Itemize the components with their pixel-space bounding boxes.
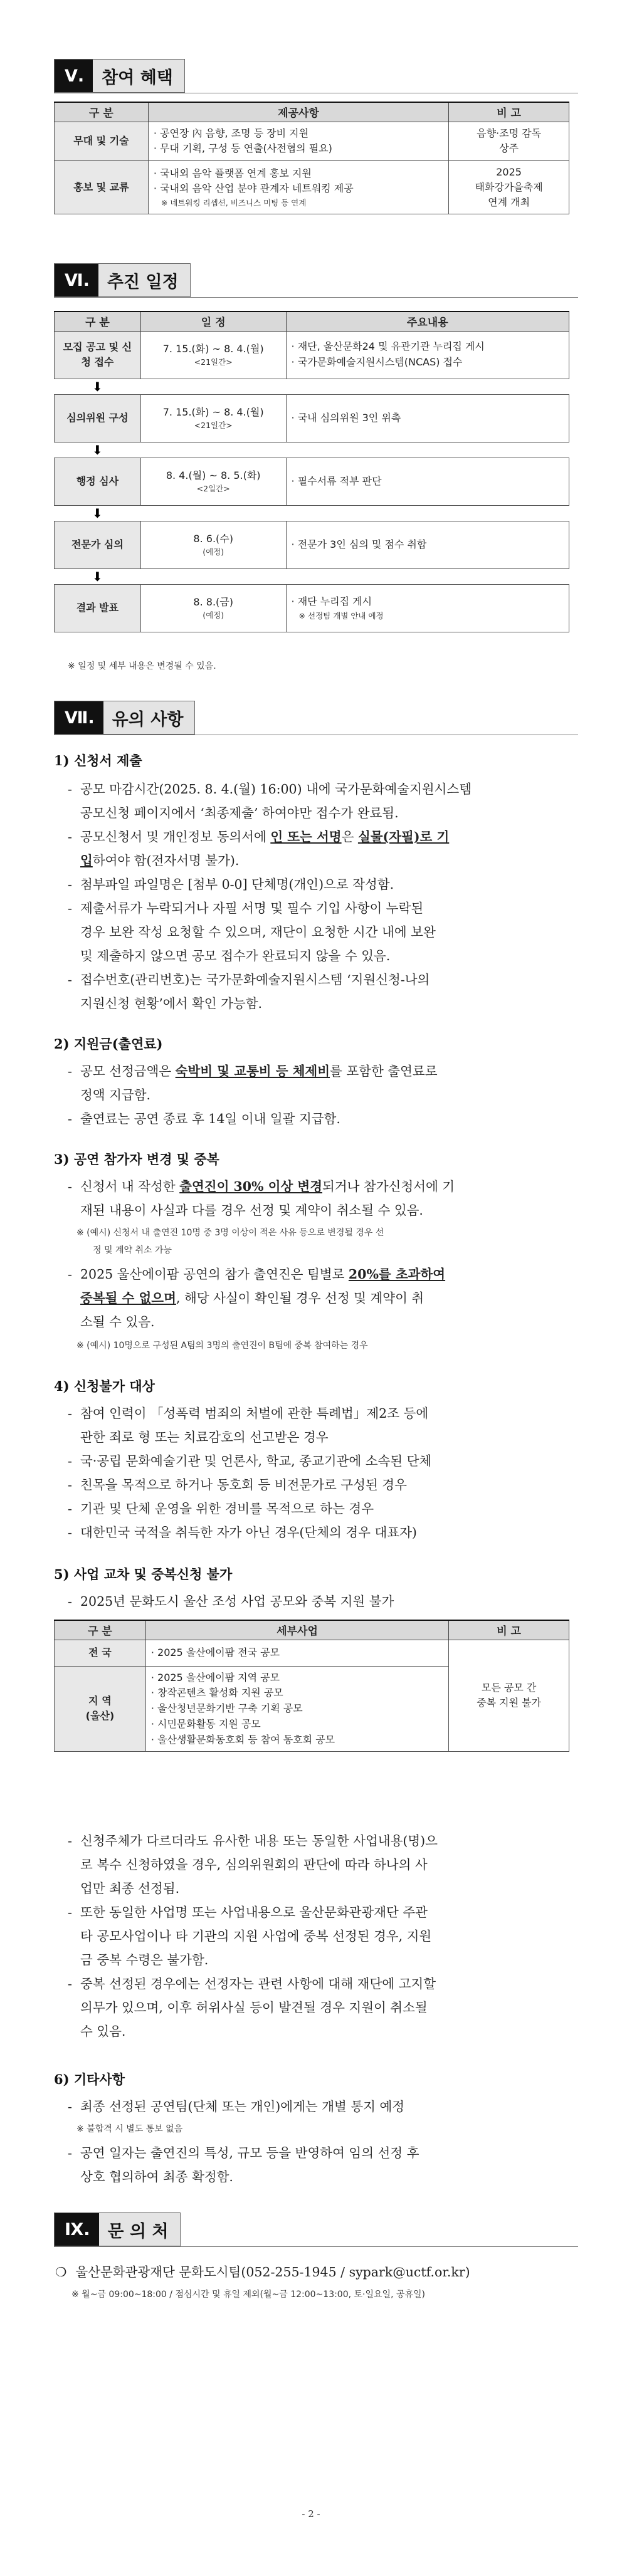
- circle-bullet-icon: ❍: [55, 2264, 67, 2280]
- notice-item: [68, 1829, 576, 1853]
- example-note: ※ 불합격 시 별도 통보 없음: [76, 2124, 183, 2134]
- notice-text: 로 복수 신청하였을 경우, 심의위원회의 판단에 따라 하나의 사: [80, 1857, 428, 1872]
- row-note: 음향·조명 감독: [477, 127, 542, 140]
- list-item: · 국내외 음악 산업 분야 관계자 네트워킹 제공: [153, 182, 354, 195]
- list-item: · 국가문화예술지원시스템(NCAS) 접수: [291, 356, 463, 368]
- notice-text: 의무가 있으며, 이후 허위사실 등이 발견될 경우 지원이 취소될: [80, 2000, 428, 2015]
- row-category: 모집 공고 및 신청 접수: [55, 331, 141, 379]
- notice-text: , 해당 사실이 확인될 경우 선정 및 계약이 취: [176, 1291, 424, 1306]
- arrow-down-icon: ⬇: [92, 505, 103, 521]
- table-row: [55, 161, 569, 214]
- dash-bullet: -: [68, 1064, 72, 1079]
- row-category: 전 국: [55, 1640, 146, 1666]
- dash-bullet: -: [68, 1453, 72, 1469]
- section-title: 참여 혜택: [93, 60, 184, 92]
- contact-line: [55, 2260, 576, 2284]
- notice-text: 공모신청 페이지에서 ‘최종제출’ 하여야만 접수가 완료됨.: [80, 805, 399, 820]
- list-item: · 무대 기획, 구성 등 연출(사전협의 필요): [153, 142, 332, 155]
- schedule-duration: <2일간>: [196, 483, 230, 493]
- notice-text: 대한민국 국적을 취득한 자가 아닌 경우(단체의 경우 대표자): [80, 1525, 417, 1540]
- emphasis-text: 인 또는 서명: [270, 829, 342, 844]
- notice-text: 되거나 참가신청서에 기: [322, 1179, 455, 1194]
- section-title: 유의 사항: [103, 701, 195, 734]
- section-number: Ⅸ.: [55, 2213, 99, 2246]
- row-note: 태화강가을축제: [475, 181, 543, 194]
- dash-bullet: -: [68, 1905, 72, 1920]
- section-9-heading: [54, 2212, 181, 2246]
- office-hours-note: ※ 월~금 09:00~18:00 / 점심시간 및 휴일 제외(월~금 12:00~13:00, 토·일요일, 공휴일): [71, 2290, 426, 2300]
- section-divider: [54, 297, 578, 298]
- row-note: 중복 지원 불가: [477, 1697, 542, 1709]
- notice-text: 금 중복 수령은 불가함.: [80, 1952, 209, 1967]
- subsection-title: 2) 지원금(출연료): [54, 1036, 163, 1052]
- dash-bullet: -: [68, 1594, 72, 1609]
- row-note: 상주: [499, 142, 519, 155]
- col-header: 구 분: [55, 1620, 146, 1640]
- col-header: 일 정: [140, 312, 286, 331]
- notice-item: [68, 1473, 576, 1497]
- section-title: 문 의 처: [99, 2213, 180, 2246]
- notice-text: 재된 내용이 사실과 다를 경우 선정 및 계약이 취소될 수 있음.: [80, 1203, 423, 1218]
- list-item: · 전문가 3인 심의 및 점수 취합: [291, 538, 427, 550]
- example-note: ※ (예시) 10명으로 구성된 A팀의 3명의 출연진이 B팀에 중복 참여하는 경우: [76, 1341, 368, 1351]
- notice-item: [68, 825, 576, 849]
- schedule-date: 7. 15.(화) ~ 8. 4.(월): [162, 342, 264, 355]
- table-row: [55, 1640, 569, 1666]
- notice-text: 기관 및 단체 운영을 위한 경비를 목적으로 하는 경우: [80, 1501, 374, 1516]
- arrow-down-icon: ⬇: [92, 379, 103, 394]
- section-7-heading: [54, 701, 195, 735]
- section-6-heading: [54, 263, 191, 297]
- col-header: 비 고: [449, 1620, 569, 1640]
- dash-bullet: -: [68, 972, 72, 987]
- row-category: 홍보 및 교류: [55, 161, 149, 214]
- list-item: · 재단 누리집 게시: [291, 595, 372, 607]
- list-item: · 필수서류 적부 판단: [291, 474, 382, 487]
- list-item: · 공연장 內 음향, 조명 등 장비 지원: [153, 127, 309, 139]
- emphasis-text: 출연진이 30% 이상 변경: [179, 1179, 323, 1194]
- dash-bullet: -: [68, 1501, 72, 1516]
- col-header: 구 분: [55, 312, 141, 331]
- notice-text: 공모 마감시간(2025. 8. 4.(월) 16:00) 내에 국가문화예술지원시스템: [80, 782, 472, 797]
- col-header: 세부사업: [145, 1620, 448, 1640]
- notice-text: 공모신청서 및 개인정보 동의서에: [80, 829, 271, 844]
- notice-item: [68, 1449, 576, 1473]
- table-row: [55, 584, 569, 632]
- subsection-title: 5) 사업 교차 및 중복신청 불가: [54, 1566, 233, 1582]
- notice-text: 국·공립 문화예술기관 및 언론사, 학교, 종교기관에 소속된 단체: [80, 1453, 432, 1469]
- subsection-title: 1) 신청서 제출: [54, 753, 142, 768]
- notice-text: 중복 선정된 경우에는 선정자는 관련 사항에 대해 재단에 고지할: [80, 1976, 436, 1991]
- row-category: 심의위원 구성: [55, 394, 141, 442]
- overlap-table: [54, 1620, 569, 1752]
- schedule-date: 8. 4.(월) ~ 8. 5.(화): [166, 469, 261, 481]
- col-header: 제공사항: [148, 102, 448, 122]
- notice-item: [80, 849, 576, 872]
- section-5-heading: [54, 59, 185, 93]
- table-row: [55, 394, 569, 442]
- list-item: ※ 네트워킹 리셉션, 비즈니스 미팅 등 연계: [161, 198, 307, 208]
- notice-text: 상호 협의하여 최종 확정함.: [80, 2169, 233, 2184]
- notice-text: 정액 지급함.: [80, 1087, 151, 1102]
- row-category: (울산): [85, 1710, 115, 1722]
- notice-item: [68, 1401, 576, 1425]
- notice-text: 하여야 함(전자서명 불가).: [92, 853, 240, 868]
- dash-bullet: -: [68, 782, 72, 797]
- list-item: · 2025 울산에이팜 지역 공모: [150, 1671, 280, 1683]
- notice-text: 지원신청 현황’에서 확인 가능함.: [80, 996, 263, 1011]
- notice-text: 접수번호(관리번호)는 국가문화예술지원시스템 ‘지원신청-나의: [80, 972, 430, 987]
- notice-item: [68, 2141, 576, 2165]
- notice-text: 관한 죄로 형 또는 치료감호의 선고받은 경우: [80, 1430, 329, 1445]
- section-title: 추진 일정: [98, 264, 190, 296]
- subsection-title: 3) 공연 참가자 변경 및 중복: [54, 1151, 219, 1167]
- schedule-duration: (예정): [203, 610, 224, 620]
- section-number: Ⅶ.: [55, 701, 103, 734]
- emphasis-text: 20%를 초과하여: [348, 1267, 446, 1282]
- dash-bullet: -: [68, 1406, 72, 1421]
- row-category: 지 역: [88, 1695, 112, 1707]
- section-number: Ⅵ.: [55, 264, 98, 296]
- dash-bullet: -: [68, 829, 72, 844]
- list-item: · 국내외 음악 플랫폼 연계 홍보 지원: [153, 167, 312, 179]
- table-row: [55, 521, 569, 568]
- row-category: 행정 심사: [55, 458, 141, 505]
- notice-text: 신청서 내 작성한: [80, 1179, 180, 1194]
- row-note: 연계 개최: [488, 196, 530, 209]
- notice-text: 또한 동일한 사업명 또는 사업내용으로 울산문화관광재단 주관: [80, 1905, 428, 1920]
- dash-bullet: -: [68, 1976, 72, 1991]
- notice-item: [68, 777, 576, 801]
- section-number: Ⅴ.: [55, 60, 93, 92]
- list-item: · 시민문화활동 지원 공모: [150, 1717, 261, 1730]
- notice-item: [68, 968, 576, 992]
- row-category: 무대 및 기술: [55, 122, 149, 161]
- notice-item: [68, 1900, 576, 1924]
- notice-item: [80, 1286, 576, 1310]
- benefits-table: [54, 102, 569, 214]
- notice-text: 2025년 문화도시 울산 조성 사업 공모와 중복 지원 불가: [80, 1594, 394, 1609]
- notice-item: [68, 1262, 576, 1286]
- schedule-date: 7. 15.(화) ~ 8. 4.(월): [162, 406, 264, 418]
- col-header: 구 분: [55, 102, 149, 122]
- schedule-date: 8. 8.(금): [193, 595, 233, 608]
- notice-text: 수 있음.: [80, 2024, 126, 2039]
- notice-item: [68, 1521, 576, 1544]
- notice-item: [68, 1589, 576, 1613]
- notice-text: 및 제출하지 않으면 공모 접수가 완료되지 않을 수 있음.: [80, 948, 391, 963]
- notice-item: [68, 1107, 576, 1131]
- notice-item: [68, 2095, 576, 2118]
- dash-bullet: -: [68, 1833, 72, 1848]
- dash-bullet: -: [68, 877, 72, 892]
- notice-text: 첨부파일 파일명은 [첨부 0-0] 단체명(개인)으로 작성함.: [80, 877, 394, 892]
- schedule-footnote: ※ 일정 및 세부 내용은 변경될 수 있음.: [68, 661, 216, 671]
- table-row: [55, 331, 569, 379]
- notice-text: 소될 수 있음.: [80, 1314, 155, 1329]
- col-header: 비 고: [449, 102, 569, 122]
- notice-text: 업만 최종 선정됨.: [80, 1881, 180, 1896]
- notice-text: 제출서류가 누락되거나 자필 서명 및 필수 기입 사항이 누락된: [80, 901, 424, 916]
- emphasis-text: 실물(자필)로 기: [357, 829, 450, 844]
- emphasis-text: 숙박비 및 교통비 등 체제비: [175, 1064, 330, 1079]
- notice-text: 신청주체가 다르더라도 유사한 내용 또는 동일한 사업내용(명)으: [80, 1833, 438, 1848]
- table-row: [55, 458, 569, 505]
- notice-text: 경우 보완 작성 요청할 수 있으며, 재단이 요청한 시간 내에 보완: [80, 924, 436, 940]
- subsection-title: 4) 신청불가 대상: [54, 1378, 155, 1394]
- dash-bullet: -: [68, 1111, 72, 1126]
- schedule-table: [54, 311, 569, 632]
- schedule-date: 8. 6.(수): [193, 532, 233, 545]
- schedule-duration: <21일간>: [194, 420, 233, 430]
- notice-text: 2025 울산에이팜 공연의 참가 출연진은 팀별로: [80, 1267, 349, 1282]
- list-item: · 창작콘텐츠 활성화 지원 공모: [150, 1687, 283, 1699]
- arrow-down-icon: ⬇: [92, 568, 103, 584]
- dash-bullet: -: [68, 901, 72, 916]
- section-divider: [54, 2246, 578, 2247]
- schedule-duration: (예정): [203, 547, 224, 557]
- notice-text: 출연료는 공연 종료 후 14일 이내 일괄 지급함.: [80, 1111, 340, 1126]
- notice-item: [68, 1497, 576, 1521]
- list-item: ※ 선정팀 개별 안내 예정: [298, 610, 384, 620]
- dash-bullet: -: [68, 1525, 72, 1540]
- notice-item: [68, 1972, 576, 1996]
- notice-item: [68, 1059, 576, 1083]
- dash-bullet: -: [68, 2099, 72, 2114]
- row-note: 2025: [496, 166, 522, 179]
- notice-item: [68, 1175, 576, 1198]
- list-item: · 재단, 울산문화24 및 유관기관 누리집 게시: [291, 340, 485, 353]
- list-item: · 2025 울산에이팜 전국 공모: [145, 1640, 448, 1666]
- dash-bullet: -: [68, 1179, 72, 1194]
- emphasis-text: 입: [80, 853, 93, 868]
- notice-text: 친목을 목적으로 하거나 동호회 등 비전문가로 구성된 경우: [80, 1477, 407, 1492]
- notice-text: 공연 일자는 출연진의 특성, 규모 등을 반영하여 임의 선정 후: [80, 2145, 419, 2160]
- row-category: 전문가 심의: [55, 521, 141, 568]
- notice-text: 를 포함한 출연료로: [330, 1064, 438, 1079]
- emphasis-text: 중복될 수 없으며: [80, 1291, 176, 1306]
- row-category: 결과 발표: [55, 584, 141, 632]
- arrow-down-icon: ⬇: [92, 442, 103, 458]
- list-item: · 울산생활문화동호회 등 참여 동호회 공모: [150, 1733, 335, 1746]
- schedule-duration: <21일간>: [194, 357, 233, 367]
- list-item: · 울산청년문화기반 구축 기획 공모: [150, 1702, 303, 1715]
- dash-bullet: -: [68, 2145, 72, 2160]
- subsection-title: 6) 기타사항: [54, 2071, 125, 2087]
- example-note: 정 및 계약 취소 가능: [93, 1245, 172, 1255]
- notice-item: [68, 896, 576, 920]
- dash-bullet: -: [68, 1477, 72, 1492]
- example-note: ※ (예시) 신청서 내 출연진 10명 중 3명 이상이 적은 사유 등으로 변경될 경우 선: [76, 1228, 384, 1238]
- list-item: · 국내 심의위원 3인 위촉: [291, 411, 401, 424]
- table-row: [55, 122, 569, 161]
- contact-text: 울산문화관광재단 문화도시팀(052-255-1945 / sypark@uctf.or.kr): [75, 2264, 470, 2280]
- row-note: 모든 공모 간: [481, 1682, 537, 1694]
- notice-text: 은: [341, 829, 358, 844]
- notice-text: 참여 인력이 「성폭력 범죄의 처벌에 관한 특례법」제2조 등에: [80, 1406, 429, 1421]
- notice-item: [68, 872, 576, 896]
- notice-text: 타 공모사업이나 타 기관의 지원 사업에 중복 선정된 경우, 지원: [80, 1929, 432, 1944]
- dash-bullet: -: [68, 1267, 72, 1282]
- col-header: 주요내용: [286, 312, 569, 331]
- notice-text: 최종 선정된 공연팀(단체 또는 개인)에게는 개별 통지 예정: [80, 2099, 405, 2114]
- notice-text: 공모 선정금액은: [80, 1064, 176, 1079]
- page-number: - 2 -: [302, 2508, 320, 2520]
